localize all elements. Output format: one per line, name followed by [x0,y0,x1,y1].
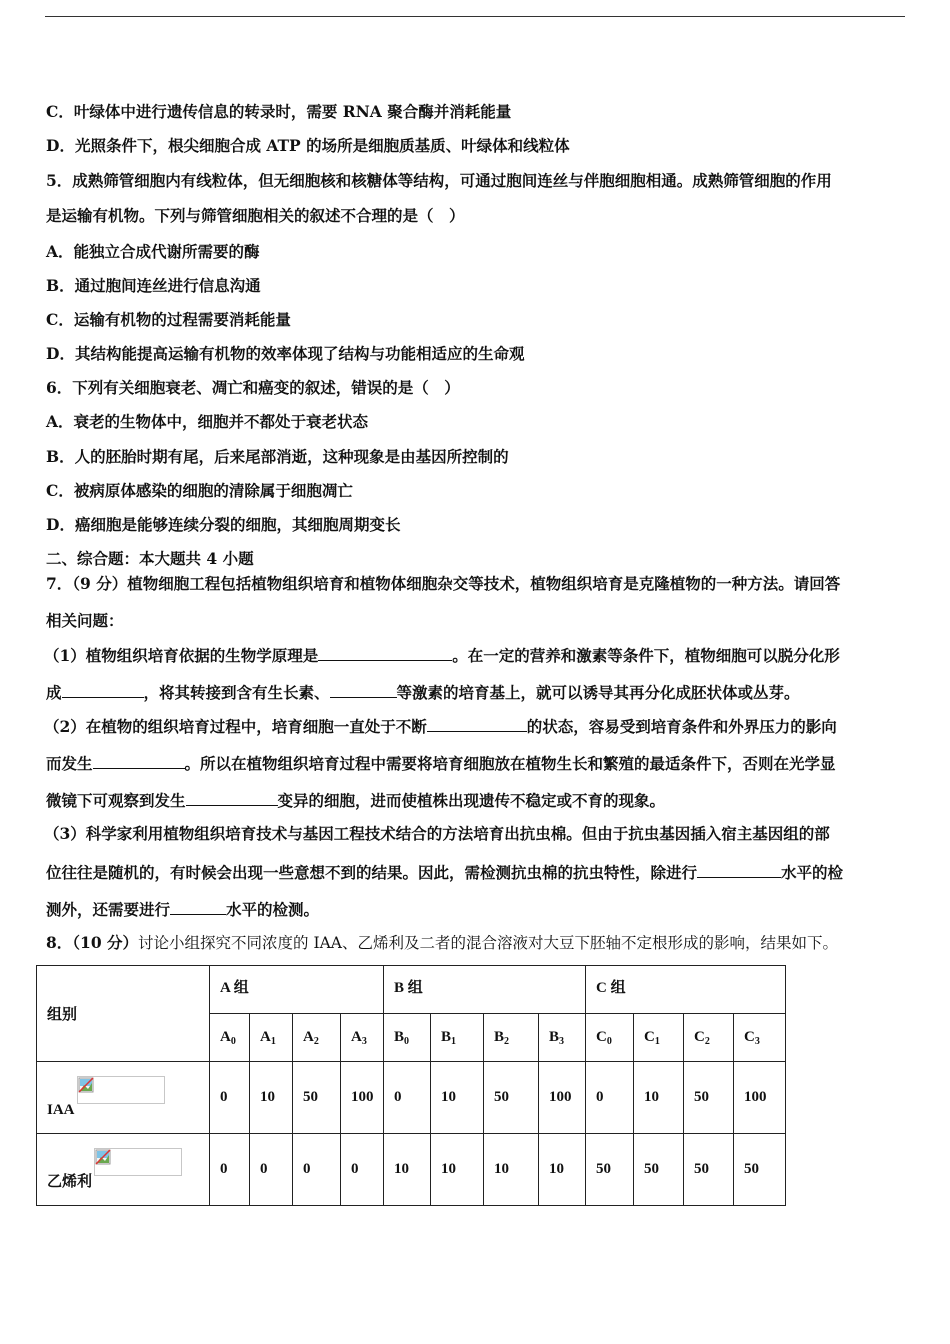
text-segment: 变异的细胞，进而使植株出现遗传不稳定或不育的现象。 [277,791,666,810]
text-segment: 的状态，容易受到培育条件和外界压力的影向 [526,717,837,736]
table-cell: 10 [384,1134,431,1206]
q7-part1-line1 [44,645,840,666]
q7-part2-line3 [46,790,665,811]
subgroup-a3: $A_3$ [341,1014,384,1062]
q5-stem-line1: 5．成熟筛管细胞内有线粒体，但无细胞核和核糖体等结构，可通过胞间连丝与伴胞细胞相通。成熟筛管细胞的作用 [46,171,832,190]
subgroup-a2: $A_2$ [293,1014,341,1062]
text-segment: 位往往是随机的，有时候会出现一些意想不到的结果。因此，需检测抗虫棉的抗虫特性，除进行 [46,863,698,882]
table-row-ethephon [37,1134,786,1206]
table-cell: 100 [734,1062,786,1134]
subgroup-a0: $A_0$ [210,1014,250,1062]
q4-option-d: D．光照条件下，根尖细胞合成 ATP 的场所是细胞质基质、叶绿体和线粒体 [46,136,570,155]
q7-part2-line2 [46,753,836,774]
table-cell: 0 [210,1062,250,1134]
answer-blank[interactable] [62,682,144,698]
table-row-iaa [37,1062,786,1134]
q6-option-b: B．人的胚胎时期有尾，后来尾部消逝，这种现象是由基因所控制的 [46,447,509,466]
row-label-ethephon: 乙烯利 [37,1134,210,1206]
q5-stem-line2: 是运输有机物。下列与筛管细胞相关的叙述不合理的是（ ） [46,206,465,225]
text-segment: 。所以在植物组织培育过程中需要将培育细胞放在植物生长和繁殖的最适条件下，否则在光学显 [184,754,836,773]
text-segment: ，将其转接到含有生长素、 [143,683,330,702]
table-cell: 10 [250,1062,293,1134]
text-segment: 水平的检测。 [226,900,320,919]
answer-blank[interactable] [697,862,781,878]
answer-blank[interactable] [318,645,452,661]
table-cell: 100 [341,1062,384,1134]
answer-blank[interactable] [170,899,226,915]
q7-part3-line1: （3）科学家利用植物组织培育技术与基因工程技术结合的方法培育出抗虫棉。但由于抗虫基因插入宿主基因组的部 [44,824,830,843]
table-cell: 0 [341,1134,384,1206]
table-cell: 10 [431,1134,484,1206]
table-cell: 50 [484,1062,539,1134]
answer-blank[interactable] [93,753,185,769]
subgroup-b3: $B_3$ [539,1014,586,1062]
table-cell: 10 [539,1134,586,1206]
q6-stem: 6．下列有关细胞衰老、凋亡和癌变的叙述，错误的是（ ） [46,378,460,397]
q7-stem-line1: 7．（9 分）植物细胞工程包括植物组织培育和植物体细胞杂交等技术，植物组织培育是克隆植物的一种方法。请回答 [46,574,841,593]
q7-stem-line2: 相关问题： [46,611,124,630]
subgroup-c1: $C_1$ [634,1014,684,1062]
text-segment: 微镜下可观察到发生 [46,791,186,810]
table-cell: 0 [293,1134,341,1206]
table-cell: 50 [684,1062,734,1134]
table-cell: 0 [384,1062,431,1134]
q7-part1-line2 [46,682,800,703]
subgroup-c0: $C_0$ [586,1014,634,1062]
table-cell: 0 [250,1134,293,1206]
answer-blank[interactable] [330,682,397,698]
subgroup-b2: $B_2$ [484,1014,539,1062]
subgroup-b0: $B_0$ [384,1014,431,1062]
table-cell: 100 [539,1062,586,1134]
q5-option-c: C．运输有机物的过程需要消耗能量 [46,310,291,329]
row-label-iaa: IAA [37,1062,210,1134]
group-c-header: C 组 [586,966,786,1014]
table-cell: 50 [684,1134,734,1206]
q6-option-d: D．癌细胞是能够连续分裂的细胞，其细胞周期变长 [46,515,401,534]
broken-image-icon [77,1076,165,1104]
subgroup-c3: $C_3$ [734,1014,786,1062]
q6-option-c: C．被病原体感染的细胞的清除属于细胞凋亡 [46,481,353,500]
q6-option-a: A．衰老的生物体中，细胞并不都处于衰老状态 [46,412,369,431]
group-b-header: B 组 [384,966,586,1014]
q7-part3-line3 [46,899,319,920]
table-cell: 0 [586,1062,634,1134]
q8-number: 8．（10 分） [46,933,139,952]
q5-option-d: D．其结构能提高运输有机物的效率体现了结构与功能相适应的生命观 [46,344,525,363]
q8-stem [46,933,838,953]
q7-part2-line1 [44,716,837,737]
answer-blank[interactable] [427,716,527,732]
q4-option-c: C．叶绿体中进行遗传信息的转录时，需要 RNA 聚合酶并消耗能量 [46,102,512,121]
table-cell: 50 [634,1134,684,1206]
subgroup-c2: $C_2$ [684,1014,734,1062]
results-table [36,965,786,1206]
table-cell: 50 [586,1134,634,1206]
text-segment: 。在一定的营养和激素等条件下，植物细胞可以脱分化形 [452,646,840,665]
header-group-label: 组别 [37,966,210,1062]
answer-blank[interactable] [186,790,278,806]
text-segment: 成 [46,683,62,702]
table-cell: 50 [734,1134,786,1206]
text-segment: （1）植物组织培育依据的生物学原理是 [44,646,319,665]
text-segment: （2）在植物的组织培育过程中，培育细胞一直处于不断 [44,717,427,736]
broken-image-icon [94,1148,182,1176]
table-cell: 50 [293,1062,341,1134]
table-cell: 10 [431,1062,484,1134]
text-segment: 水平的检 [781,863,844,882]
subgroup-a1: $A_1$ [250,1014,293,1062]
subgroup-b1: $B_1$ [431,1014,484,1062]
text-segment: 而发生 [46,754,93,773]
group-a-header: A 组 [210,966,384,1014]
q5-option-a: A．能独立合成代谢所需要的酶 [46,242,260,261]
table-cell: 10 [484,1134,539,1206]
text-segment: 等激素的培育基上，就可以诱导其再分化成胚状体或丛芽。 [396,683,800,702]
table-cell: 0 [210,1134,250,1206]
table-cell: 10 [634,1062,684,1134]
text-segment: 测外，还需要进行 [46,900,171,919]
q7-part3-line2 [46,862,843,883]
q5-option-b: B．通过胞间连丝进行信息沟通 [46,276,261,295]
header-rule [45,16,905,17]
q8-text: 讨论小组探究不同浓度的 IAA、乙烯利及二者的混合溶液对大豆下胚轴不定根形成的影响，结果如下。 [138,934,838,952]
section-2-heading: 二、综合题：本大题共 4 小题 [46,549,254,568]
